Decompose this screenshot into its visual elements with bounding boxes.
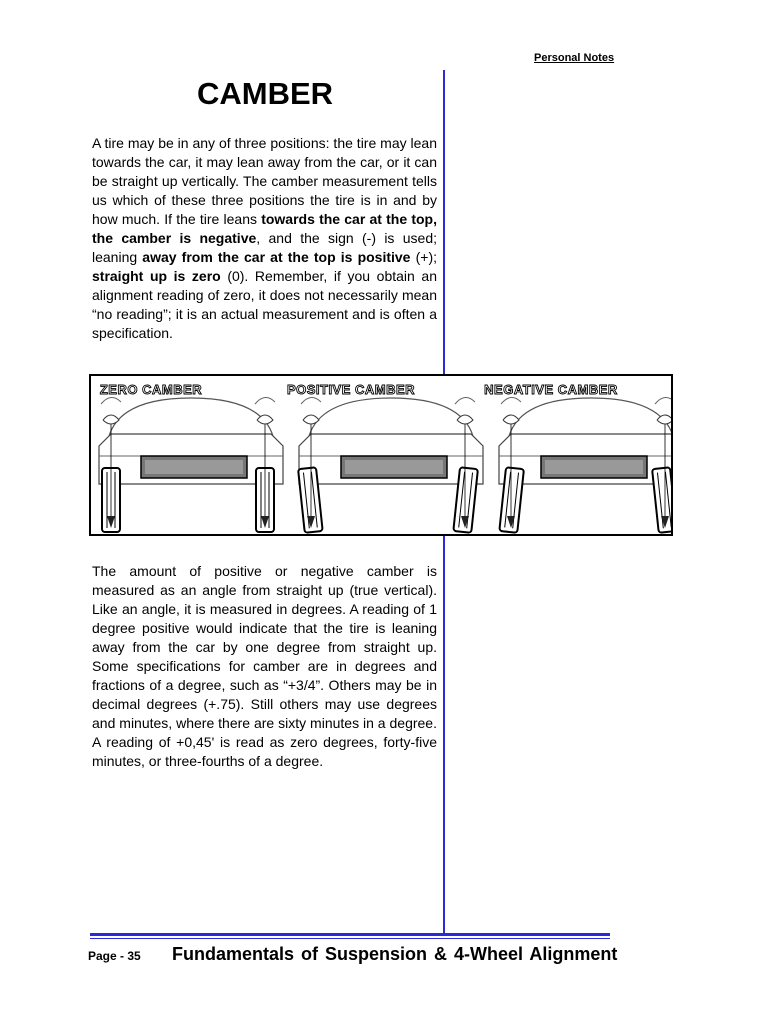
hand-icon (657, 415, 671, 424)
zero-camber-label: ZERO CAMBER (99, 382, 203, 397)
hand-icon (103, 415, 119, 424)
book-title: Fundamentals of Suspension & 4-Wheel Alignment (172, 944, 618, 964)
camber-illustration (91, 376, 671, 534)
text-run: (+); (410, 249, 438, 265)
arm-outline (455, 397, 475, 404)
arm-outline (101, 397, 121, 404)
rear-plate-inner (345, 460, 443, 474)
negative-camber-label: NEGATIVE CAMBER (484, 382, 618, 397)
bold-emphasis: straight up is zero (92, 268, 221, 284)
negative-camber-panel (484, 382, 671, 533)
arm-outline (655, 397, 671, 404)
car-roof (509, 398, 671, 436)
footer-rule-thin (90, 938, 610, 939)
positive-camber-panel (287, 382, 483, 533)
car-roof (309, 398, 473, 436)
hand-icon (503, 415, 519, 424)
personal-notes-heading: Personal Notes (534, 52, 615, 64)
zero-camber-panel (99, 382, 283, 532)
arm-outline (501, 397, 521, 404)
text-run: A tire may be in any of three positions: the tire may lean towards the car, it may lean away from the car, or it can be straight up vertically. The camber measurement tells us which of these three positions the tire is in and by how much. If the tire leans (92, 135, 437, 227)
tire (652, 467, 671, 533)
camber-figure (89, 374, 673, 536)
rear-plate-inner (545, 460, 643, 474)
page-number: Page - 35 (88, 949, 141, 963)
positive-camber-label: POSITIVE CAMBER (286, 382, 416, 397)
rear-plate-inner (145, 460, 243, 474)
camber-intro-paragraph (92, 134, 437, 343)
arm-outline (301, 397, 321, 404)
camber-measurement-paragraph: The amount of positive or negative camber is measured as an angle from straight up (true vertical). Like an angle, it is measured in degrees. A reading of 1 degree positive would indicate that the tire is leaning away from the car by one degree from straight up. Some specifications for camber are in degrees and fractions of a degree, such as “+3/4”. Others may be in decimal degrees (+.75). Still others may use degrees and minutes, where there are sixty minutes in a degree. A reading of +0,45' is read as zero degrees, forty-five minutes, or three-fourths of a degree. (92, 563, 437, 769)
bold-emphasis: towards the car at the top, the camber is negative (92, 211, 437, 246)
text-run: (0). Remember, if you obtain an alignment reading of zero, it does not necessarily mean “no reading”; it is an actual measurement and is often a specification. (92, 268, 437, 341)
bold-emphasis: away from the car at the top is positive (142, 249, 411, 265)
page-title: CAMBER (196, 76, 334, 111)
hand-icon (303, 415, 319, 424)
footer-rule (90, 933, 610, 936)
car-roof (109, 398, 273, 436)
arm-outline (255, 397, 275, 404)
text-run: , and the sign (-) is used; leaning (92, 230, 438, 265)
